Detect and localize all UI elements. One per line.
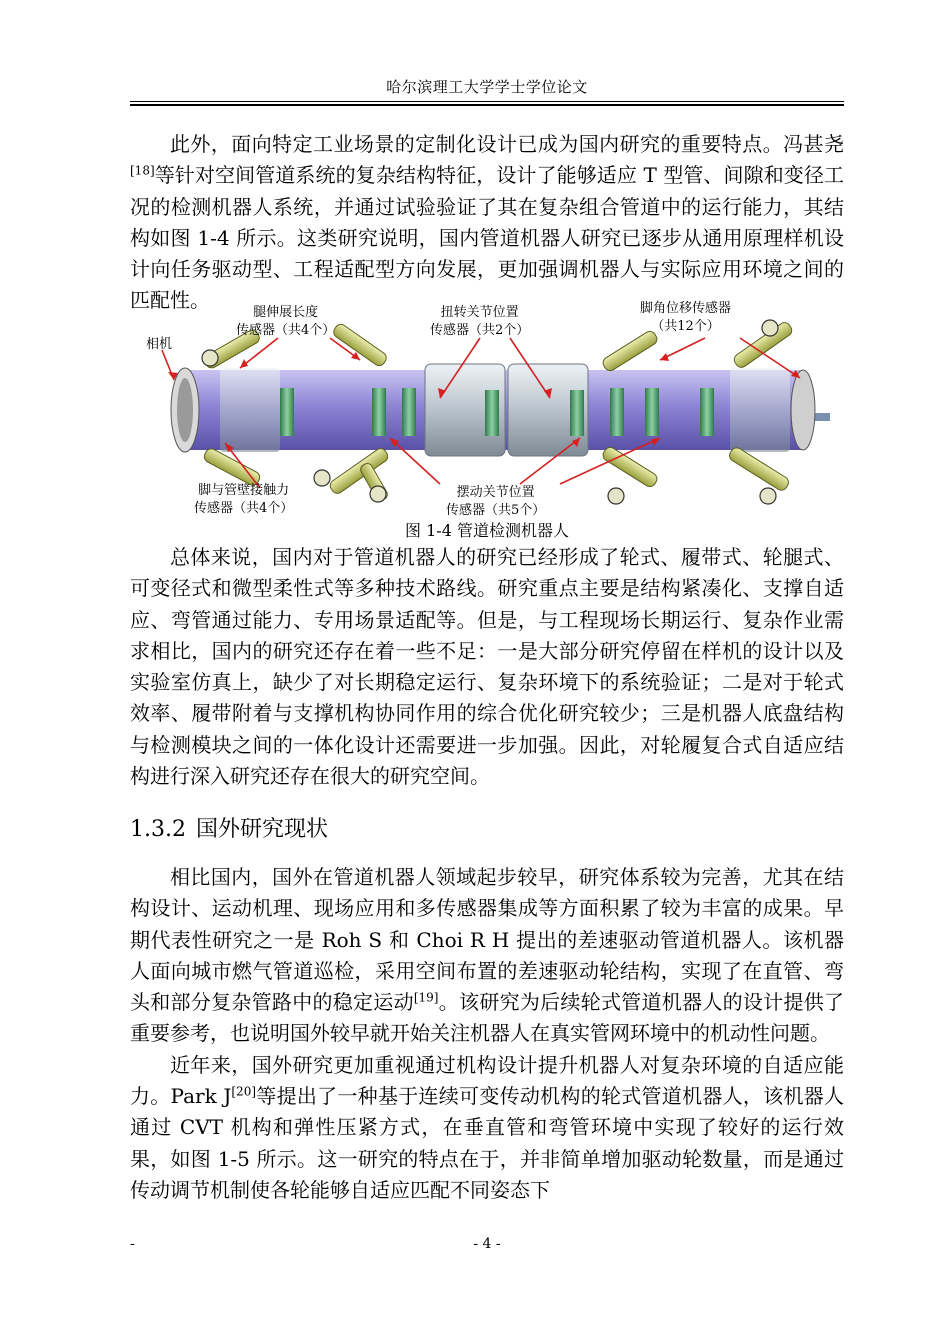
label-twist-joint-line2: 传感器（共2个） (430, 323, 530, 338)
body-text-block-2 (130, 542, 844, 792)
label-foot-angle-sensor (640, 300, 731, 336)
footer-left-mark: - (130, 1236, 135, 1252)
citation-ref: [19] (413, 990, 439, 1005)
drum-front (220, 368, 280, 452)
label-swing-joint-sensor (446, 484, 545, 520)
label-camera: 相机 (146, 337, 173, 352)
label-foot-angle-line1: 脚角位移传感器 (640, 301, 732, 316)
section-heading (130, 812, 328, 843)
paragraph-summary: 总体来说，国内对于管道机器人的研究已经形成了轮式、履带式、轮腿式、可变径式和微型柔性式等多种技术路线。研究重点主要是结构紧凑化、支撑自适应、弯管通过能力、专用场景适配等。但是，与工程现场长期运行、复杂作业需求相比，国内的研究还存在着一些不足：一是大部分研究停留在样机的设计以及实验室仿真上，缺少了对长期稳定运行、复杂环境下的系统验证；二是对于轮式效率、履带附着与支撑机构协同作用的综合优化研究较少；三是机器人底盘结构与检测模块之间的一体化设计还需要进一步加强。因此，对轮履复合式自适应结构进行深入研究还存在很大的研究空间。 (130, 545, 844, 789)
label-contact-force-sensor (194, 482, 293, 518)
figure-pipe-robot (140, 298, 840, 518)
camera-lens (177, 378, 193, 442)
label-contact-force-line1: 脚与管壁接触力 (198, 483, 290, 498)
header-rule (130, 101, 844, 102)
label-twist-joint-line1: 扭转关节位置 (440, 305, 519, 320)
drum-rear (730, 368, 790, 452)
section-number: 1.3.2 (130, 817, 186, 842)
citation-ref: [20] (231, 1084, 257, 1099)
figure-caption: 图 1-4 管道检测机器人 (405, 521, 569, 540)
header-rule-thick (130, 104, 844, 106)
label-leg-extension-line1: 腿伸展长度 (253, 305, 319, 320)
body-text-block-1 (130, 129, 844, 317)
section-title: 国外研究现状 (195, 817, 328, 842)
paragraph-custom-design: 此外，面向特定工业场景的定制化设计已成为国内研究的重要特点。冯甚尧[18]等针对空间管道系统的复杂结构特征，设计了能够适应 T 型管、间隙和变径工况的检测机器人系统，并通过试验验证了其在复杂组合管道中的运行能力，其结构如图 1-4 所示。这类研究说明，国内管道机器人研究已逐步从通用原理样机设计向任务驱动型、工程适配型方向发展，更加强调机器人与实际应用环境之间的匹配性。 (130, 132, 844, 313)
paragraph-foreign-recent: 近年来，国外研究更加重视通过机构设计提升机器人对复杂环境的自适应能力。Park J[20]等提出了一种基于连续可变传动机构的轮式管道机器人，该机器人通过 CVT 机构和弹性压紧方式，在垂直管和弯管环境中实现了较好的运行效果，如图 1-5 所示。这一研究的特点在于，并非简单增加驱动轮数量，而是通过传动调节机制使各轮能够自适应匹配不同姿态下 (130, 1052, 845, 1202)
label-foot-angle-line2: （共12个） (651, 319, 720, 334)
rear-end-cap (791, 370, 815, 450)
label-leg-extension-sensor (236, 304, 335, 340)
label-twist-joint-sensor (430, 304, 529, 340)
page-number: - 4 - (473, 1236, 501, 1252)
label-swing-joint-line2: 传感器（共5个） (446, 503, 546, 518)
label-contact-force-line2: 传感器（共4个） (194, 501, 294, 516)
citation-ref: [18] (130, 163, 155, 178)
label-leg-extension-line2: 传感器（共4个） (236, 323, 336, 338)
label-swing-joint-line1: 摆动关节位置 (456, 485, 535, 500)
body-text-block-3 (130, 862, 844, 1206)
paragraph-foreign-early: 相比国内，国外在管道机器人领域起步较早，研究体系较为完善，尤其在结构设计、运动机理、现场应用和多传感器集成等方面积累了较为丰富的成果。早期代表性研究之一是 Roh S 和 Choi R H 提出的差速驱动管道机器人。该机器人面向城市燃气管道巡检，采用空间布置的差速驱动轮结构，实现了在直管、弯头和部分复杂管路中的稳定运动[19]。该研究为后续轮式管道机器人的设计提供了重要参考，也说明国外较早就开始关注机器人在真实管网环境中的机动性问题。 (130, 865, 845, 1046)
running-header: 哈尔滨理工大学学士学位论文 (386, 78, 588, 96)
